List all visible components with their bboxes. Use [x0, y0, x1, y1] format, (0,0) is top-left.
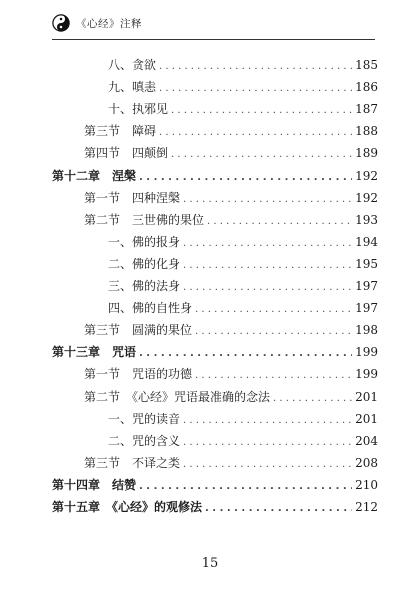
toc-entry-label: 十、执邪见 — [108, 102, 169, 117]
toc-entry-page: 199 — [355, 367, 378, 382]
toc-entry-label: 二、咒的含义 — [108, 433, 181, 448]
toc-entry[interactable] — [52, 476, 378, 496]
toc-entry-page: 199 — [355, 345, 378, 360]
dot-leader — [171, 149, 352, 160]
page-number: 15 — [201, 556, 219, 571]
dot-leader — [183, 437, 352, 448]
toc-entry-page: 192 — [355, 190, 378, 205]
toc-entry[interactable] — [84, 454, 378, 474]
toc-entry-label: 第四节 四颠倒 — [84, 146, 169, 161]
dot-leader — [207, 216, 352, 227]
toc-entry[interactable] — [108, 277, 378, 297]
toc-entry-page: 210 — [355, 477, 378, 492]
toc-entry[interactable] — [108, 78, 378, 98]
dot-leader — [159, 83, 352, 94]
toc-entry-label: 一、咒的读音 — [108, 411, 181, 426]
toc-entry-label: 一、佛的报身 — [108, 234, 181, 249]
toc-entry[interactable] — [84, 211, 378, 231]
toc-entry-page: 193 — [355, 212, 378, 227]
toc-entry-page: 187 — [355, 102, 378, 117]
toc-entry-label: 第十四章 结赞 — [52, 477, 137, 492]
toc-entry-page: 201 — [355, 389, 378, 404]
toc-entry-label: 第一节 咒语的功德 — [84, 367, 193, 382]
toc-entry-label: 四、佛的自性身 — [108, 301, 193, 316]
toc-entry[interactable] — [84, 321, 378, 341]
dot-leader — [159, 61, 352, 72]
toc-entry[interactable] — [84, 365, 378, 385]
dot-leader — [183, 282, 352, 293]
dot-leader — [171, 105, 352, 116]
toc-entry-page: 194 — [355, 234, 378, 249]
dot-leader — [205, 503, 352, 514]
toc-entry-label: 第二节 《心经》咒语最准确的念法 — [84, 389, 271, 404]
toc-entry-page: 201 — [355, 411, 378, 426]
toc-entry-label: 八、贪欲 — [108, 58, 157, 72]
toc-entry-label: 第十三章 咒语 — [52, 345, 137, 360]
toc-entry-page: 188 — [355, 124, 378, 139]
dot-leader — [183, 415, 352, 426]
toc-entry-label: 第三节 不译之类 — [84, 455, 181, 470]
dot-leader — [139, 481, 352, 492]
toc-entry[interactable] — [108, 410, 378, 430]
toc-entry[interactable] — [108, 56, 378, 76]
dot-leader — [195, 326, 352, 337]
toc-entry-label: 第一节 四种涅槃 — [84, 190, 181, 205]
toc-entry-page: 198 — [355, 323, 378, 338]
toc-entry[interactable] — [84, 122, 378, 142]
toc-entry-page: 185 — [355, 58, 378, 72]
dot-leader — [195, 304, 352, 315]
dot-leader — [139, 348, 352, 359]
dot-leader — [139, 172, 352, 183]
toc-entry[interactable] — [108, 255, 378, 275]
toc-entry-label: 九、嗔恚 — [108, 80, 157, 95]
toc-entry[interactable] — [52, 343, 378, 363]
yin-yang-logo-icon — [52, 14, 70, 32]
running-header — [52, 10, 372, 38]
toc-entry[interactable] — [84, 144, 378, 164]
toc-entry-page: 195 — [355, 256, 378, 271]
toc-entry-page: 189 — [355, 146, 378, 161]
toc-entry[interactable] — [84, 388, 378, 408]
toc-entry-page: 186 — [355, 80, 378, 95]
toc-entry[interactable] — [84, 189, 378, 209]
header-rule — [52, 39, 375, 40]
dot-leader — [195, 370, 352, 381]
toc-entry-page: 192 — [355, 168, 378, 183]
dot-leader — [183, 238, 352, 249]
toc-entry[interactable] — [108, 432, 378, 452]
toc-entry-page: 197 — [355, 279, 378, 293]
dot-leader — [273, 393, 352, 404]
dot-leader — [183, 194, 352, 205]
toc-entry[interactable] — [52, 167, 378, 187]
toc-entry-label: 第二节 三世佛的果位 — [84, 212, 205, 227]
toc-entry-label: 第十二章 涅槃 — [52, 168, 137, 183]
toc-entry-page: 197 — [355, 301, 378, 316]
toc-entry-page: 208 — [355, 455, 378, 470]
dot-leader — [183, 459, 352, 470]
toc-entry[interactable] — [52, 498, 378, 518]
toc-entry[interactable] — [108, 100, 378, 120]
dot-leader — [183, 260, 352, 271]
toc-entry[interactable] — [108, 233, 378, 253]
dot-leader — [159, 127, 352, 138]
toc-entry[interactable] — [108, 299, 378, 319]
header-title: 《心经》注释 — [76, 18, 142, 30]
toc-entry-label: 第十五章 《心经》的观修法 — [52, 500, 203, 514]
toc-entry-label: 三、佛的法身 — [108, 279, 181, 293]
toc-entry-label: 二、佛的化身 — [108, 256, 181, 271]
toc-entry-label: 第三节 圆满的果位 — [84, 323, 193, 338]
toc-entry-page: 212 — [355, 500, 378, 514]
toc-entry-label: 第三节 障碍 — [84, 124, 157, 139]
toc-entry-page: 204 — [355, 433, 378, 448]
